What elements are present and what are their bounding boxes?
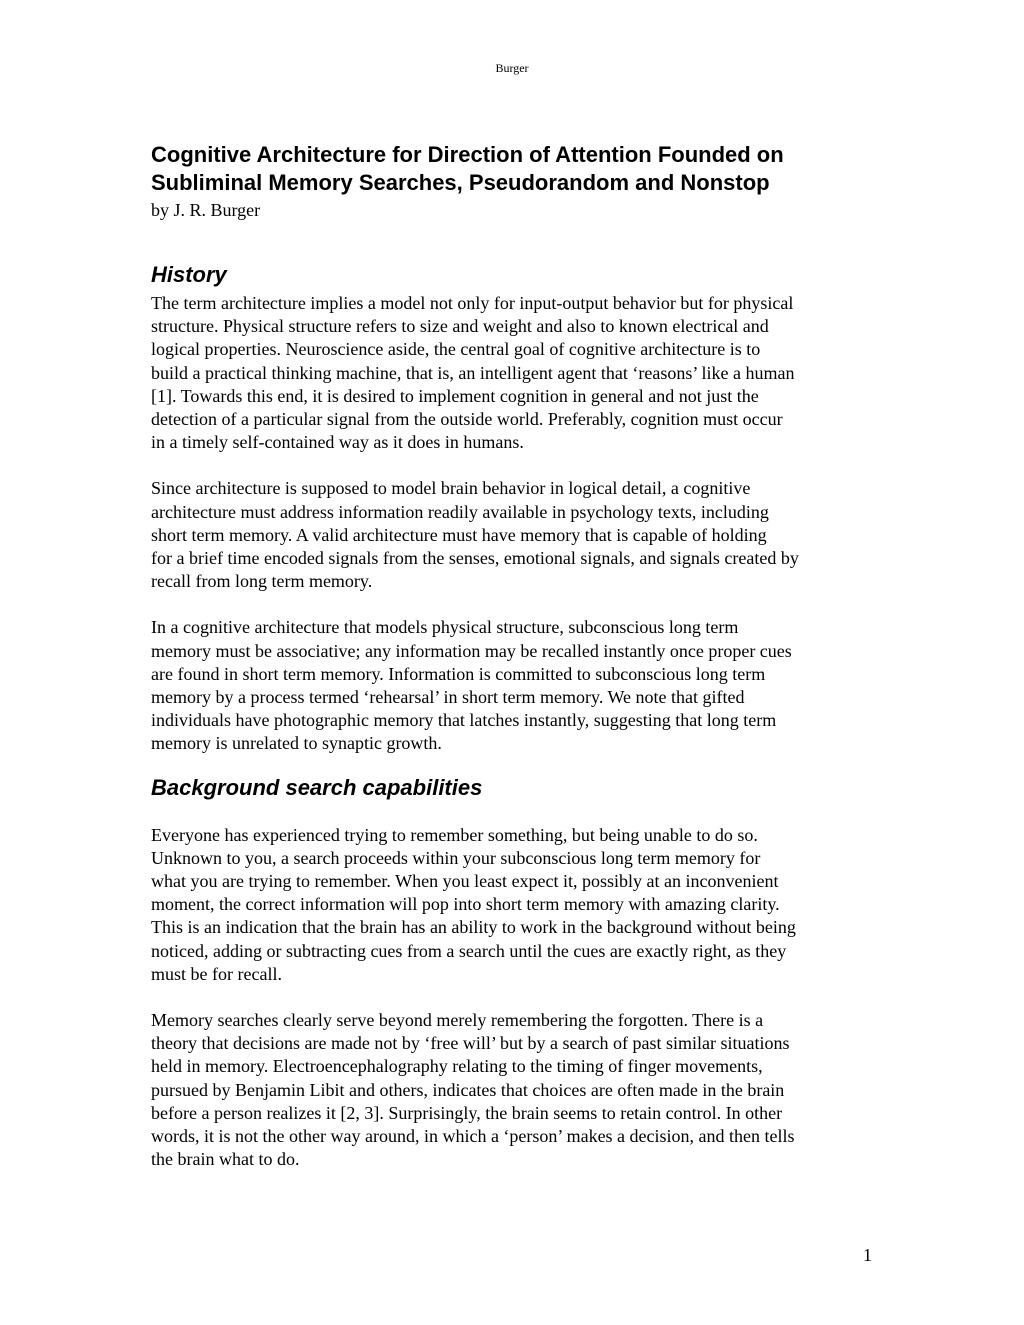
text-line: moment, the correct information will pop into short term memory with amazing clarity. bbox=[151, 894, 780, 915]
text-line: are found in short term memory. Information is committed to subconscious long term bbox=[151, 663, 766, 684]
section-background-search bbox=[151, 774, 875, 1172]
paragraph bbox=[151, 824, 875, 986]
text-line: individuals have photographic memory that latches instantly, suggesting that long term bbox=[151, 710, 777, 731]
paragraph bbox=[151, 1009, 875, 1171]
text-line: The term architecture implies a model not only for input-output behavior but for physical bbox=[151, 293, 794, 313]
paragraph bbox=[151, 477, 875, 593]
text-line: memory is unrelated to synaptic growth. bbox=[151, 733, 442, 754]
text-line: in a timely self-contained way as it does in humans. bbox=[151, 432, 524, 453]
text-line: must be for recall. bbox=[151, 963, 282, 984]
paragraph bbox=[151, 616, 875, 755]
section-heading: History bbox=[151, 262, 227, 287]
text-line: what you are trying to remember. When you least expect it, possibly at an inconvenient bbox=[151, 871, 779, 892]
text-line: memory by a process termed ‘rehearsal’ in short term memory. We note that gifted bbox=[151, 687, 745, 708]
text-line: recall from long term memory. bbox=[151, 571, 373, 592]
text-line: Memory searches clearly serve beyond merely remembering the forgotten. There is a bbox=[151, 1010, 764, 1031]
text-line: words, it is not the other way around, in which a ‘person’ makes a decision, and then tells bbox=[151, 1126, 795, 1147]
section-history bbox=[151, 261, 875, 756]
text-line: structure. Physical structure refers to size and weight and also to known electrical and bbox=[151, 316, 769, 337]
text-line: Since architecture is supposed to model brain behavior in logical detail, a cognitive bbox=[151, 478, 751, 499]
text-line: the brain what to do. bbox=[151, 1149, 300, 1170]
paragraph bbox=[151, 292, 875, 454]
text-line: noticed, adding or subtracting cues from a search until the cues are exactly right, as they bbox=[151, 940, 787, 961]
text-line: [1]. Towards this end, it is desired to implement cognition in general and not just the bbox=[151, 385, 759, 406]
page-number: 1 bbox=[863, 1245, 872, 1265]
section-heading: Background search capabilities bbox=[151, 774, 483, 800]
text-line: memory must be associative; any information may be recalled instantly once proper cues bbox=[151, 640, 792, 661]
text-line: build a practical thinking machine, that is, an intelligent agent that ‘reasons’ like a human bbox=[151, 362, 795, 383]
text-line: In a cognitive architecture that models physical structure, subconscious long term bbox=[151, 617, 739, 638]
text-line: Everyone has experienced trying to remember something, but being unable to do so. bbox=[151, 824, 758, 845]
text-line: before a person realizes it [2, 3]. Surprisingly, the brain seems to retain control. In other bbox=[151, 1102, 783, 1123]
text-line: architecture must address information readily available in psychology texts, including bbox=[151, 501, 769, 522]
paper-title bbox=[151, 141, 875, 197]
running-header: Burger bbox=[495, 61, 529, 75]
text-line: logical properties. Neuroscience aside, the central goal of cognitive architecture is to bbox=[151, 339, 761, 360]
text-line: This is an indication that the brain has an ability to work in the background without being bbox=[151, 917, 796, 938]
text-line: held in memory. Electroencephalography relating to the timing of finger movements, bbox=[151, 1056, 763, 1077]
paper-body bbox=[151, 141, 875, 1172]
text-line: Unknown to you, a search proceeds within your subconscious long term memory for bbox=[151, 847, 761, 868]
text-line: short term memory. A valid architecture must have memory that is capable of holding bbox=[151, 524, 767, 545]
text-line: pursued by Benjamin Libit and others, indicates that choices are often made in the brain bbox=[151, 1079, 785, 1100]
text-line: for a brief time encoded signals from the senses, emotional signals, and signals created by bbox=[151, 548, 799, 569]
title-line: Cognitive Architecture for Direction of Attention Founded on bbox=[151, 142, 784, 167]
text-line: theory that decisions are made not by ‘free will’ but by a search of past similar situations bbox=[151, 1033, 790, 1054]
author-byline: by J. R. Burger bbox=[151, 200, 261, 220]
title-line: Subliminal Memory Searches, Pseudorandom and Nonstop bbox=[151, 170, 770, 195]
text-line: detection of a particular signal from the outside world. Preferably, cognition must occur bbox=[151, 409, 783, 430]
